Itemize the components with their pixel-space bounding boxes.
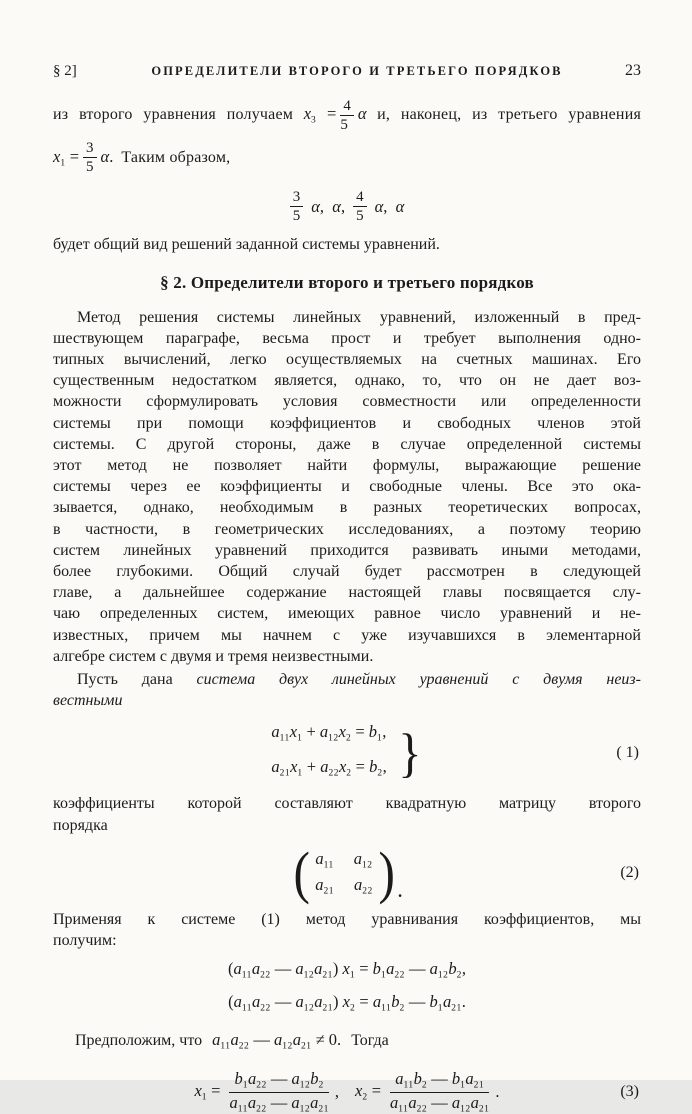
paragraph-line: известных, причем мы начнем с уже изучавшихся в элементарной: [53, 625, 641, 646]
matrix-intro-paragraph: [53, 793, 641, 835]
emphasized-phrase: система двух линейных уравнений с двумя неиз-: [197, 671, 641, 688]
lead-text: Пусть дана: [77, 671, 173, 688]
paragraph-line: порядка: [53, 815, 641, 836]
running-title: ОПРЕДЕЛИТЕЛИ ВТОРОГО И ТРЕТЬЕГО ПОРЯДКОВ: [117, 64, 597, 79]
x2-fraction: [390, 1070, 489, 1114]
fraction-numerator: 3: [290, 189, 304, 207]
lead-line-1: [53, 669, 641, 690]
page-number: 23: [597, 62, 641, 80]
solution-formulas: [53, 1070, 641, 1114]
intro-line1-text1: из второго уравнения получаем: [53, 106, 293, 123]
paragraph-line: типных вычислений, легко осуществляемых на счетных машинах. Его: [53, 349, 641, 370]
intro-line-2: [53, 139, 641, 182]
intro-line2-text: Таким образом,: [121, 149, 230, 166]
matrix-paren-left: (: [293, 844, 309, 902]
paragraph-line: главе, а дальнейшее содержание настоящей главы посвящается слу-: [53, 582, 641, 603]
fraction-denominator: 5: [353, 207, 367, 224]
math-x1-equals: $x_1$ =: [53, 147, 79, 166]
alpha-solution-display: [53, 189, 641, 224]
paragraph-line: системы через ее коэффициенты и свободные члены. Все это ока-: [53, 476, 641, 497]
method-paragraph: [53, 909, 641, 951]
matrix-row: [315, 849, 373, 871]
intro-paragraph: [53, 96, 641, 181]
math-alpha-period: α.: [101, 147, 114, 166]
paragraph-line: получим:: [53, 930, 641, 951]
fraction-numerator: 4: [353, 189, 367, 207]
paragraph-line: этот метод не позволяет найти формулы, выражающие решение: [53, 455, 641, 476]
paragraph-line: коэффициенты которой составляют квадратную матрицу второго: [53, 793, 641, 814]
fraction-numerator: $b_1a_{22}$ — $a_{12}b_2$: [229, 1070, 328, 1093]
equation-system-1: [53, 718, 641, 787]
paragraph-line: системы. С другой стороны, даже в случае определенной системы: [53, 434, 641, 455]
formula-separator: ,: [335, 1082, 339, 1102]
assumption-line: [53, 1027, 641, 1060]
lead-line-2: [53, 690, 641, 711]
equation-row: ($a_{11}a_{22}$ — $a_{12}a_{21}$) $x_1 = b_1a_{22}$ — $a_{12}b_2$,: [228, 956, 466, 989]
fraction-denominator: 5: [340, 116, 354, 133]
paragraph-line: можности сформулировать условия совместности или определенности: [53, 391, 641, 412]
matrix-cell: $a_{21}$: [315, 875, 334, 897]
matrix-period: .: [398, 882, 402, 902]
system-rows: [271, 718, 386, 787]
paragraph-line: Метод решения системы линейных уравнений, изложенный в пред-: [53, 307, 641, 328]
fraction-numerator: 4: [340, 98, 354, 116]
intro-line-1: [53, 96, 641, 139]
equation-number-3: (3): [620, 1083, 639, 1101]
emphasized-phrase: вестными: [53, 692, 122, 709]
determinant-nonzero-condition: $a_{11}a_{22}$ — $a_{12}a_{21} \ne 0$.: [212, 1030, 341, 1049]
paragraph-line: алгебре систем с двумя и тремя неизвестными.: [53, 646, 641, 667]
system-brace: }: [398, 726, 421, 780]
intro-closing-line: будет общий вид решений заданной системы уравнений.: [53, 234, 641, 255]
lead-in-paragraph: [53, 669, 641, 711]
formula-end-period: .: [495, 1082, 499, 1102]
fraction-denominator: 5: [83, 158, 97, 175]
paragraph-line: в частности, в геометрических исследованиях, а поэтому теорию: [53, 519, 641, 540]
main-paragraph: [53, 307, 641, 667]
equation-number-2: (2): [620, 864, 639, 882]
display-fraction-4-5: [353, 189, 367, 224]
inline-fraction-4-5: [340, 98, 354, 133]
matrix-cell: $a_{22}$: [354, 875, 373, 897]
math-alpha: α: [358, 104, 367, 123]
matrix-cell: $a_{11}$: [315, 849, 333, 871]
paragraph-line: шествующем параграфе, весьма прост и требует выполнения одно-: [53, 328, 641, 349]
fraction-denominator: $a_{11}a_{22}$ — $a_{12}a_{21}$: [390, 1093, 489, 1114]
paragraph-line: системы при помощи коэффициентов и свободных членов этой: [53, 413, 641, 434]
assumption-text-2: Тогда: [351, 1032, 389, 1049]
equation-row: ($a_{11}a_{22}$ — $a_{12}a_{21}$) $x_2 = a_{11}b_2$ — $b_1a_{21}$.: [228, 989, 466, 1022]
alpha-terms-2: α, α: [375, 197, 405, 217]
matrix-cell: $a_{12}$: [354, 849, 373, 871]
alpha-terms-1: α, α,: [311, 197, 345, 217]
math-x3-equals: $x_3$ =: [304, 104, 337, 123]
coefficient-matrix-display: [53, 844, 641, 902]
fraction-numerator: 3: [83, 140, 97, 158]
paragraph-line: Применяя к системе (1) метод уравнивания коэффициентов, мы: [53, 909, 641, 930]
header-section-marker: § 2]: [53, 63, 117, 80]
fraction-denominator: 5: [290, 207, 304, 224]
assumption-text-1: Предположим, что: [75, 1032, 202, 1049]
matrix-paren-right: ): [378, 844, 394, 902]
paragraph-line: систем линейных уравнений приходится развивать иными методами,: [53, 540, 641, 561]
display-fraction-3-5: [290, 189, 304, 224]
matrix-row: [315, 875, 373, 897]
x1-fraction: [229, 1070, 328, 1114]
equation-row: $a_{11}x_1 + a_{12}x_2 = b_1$,: [271, 718, 386, 753]
x1-lhs: $x_1$ =: [194, 1081, 220, 1103]
matrix-rows: [315, 849, 373, 897]
paragraph-line: зывается, однако, необходимым в разных теоретических вопросах,: [53, 497, 641, 518]
paragraph-line: чаю определенных систем, имеющих равное число уравнений и не-: [53, 603, 641, 624]
x2-lhs: $x_2$ =: [355, 1081, 381, 1103]
section-heading: § 2. Определители второго и третьего порядков: [53, 272, 641, 294]
intro-line1-text2: и, наконец, из третьего уравнения: [377, 106, 641, 123]
fraction-numerator: $a_{11}b_2$ — $b_1a_{21}$: [390, 1070, 489, 1093]
elimination-equations: [53, 956, 641, 1021]
fraction-denominator: $a_{11}a_{22}$ — $a_{12}a_{21}$: [229, 1093, 328, 1114]
equation-number-1: ( 1): [616, 744, 639, 762]
paragraph-line: более глубокими. Общий случай будет рассмотрен в следующей: [53, 561, 641, 582]
page-header: [53, 62, 641, 80]
page-content: [53, 62, 641, 1114]
paragraph-line: существенным недостатком является, однако, то, что он не дает воз-: [53, 370, 641, 391]
equation-row: $a_{21}x_1 + a_{22}x_2 = b_2$,: [271, 753, 386, 788]
inline-fraction-3-5: [83, 140, 97, 175]
